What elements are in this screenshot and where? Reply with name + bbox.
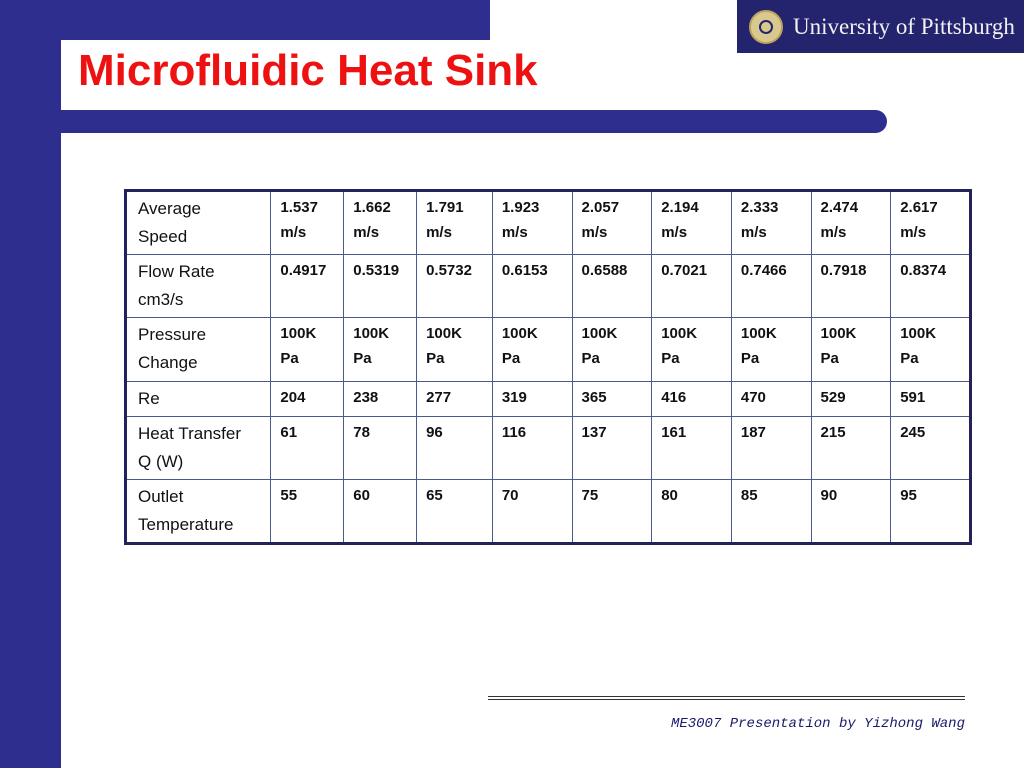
title-underline-bar	[61, 110, 887, 133]
footer-caption: ME3007 Presentation by Yizhong Wang	[670, 716, 965, 732]
table-cell: 2.194 m/s	[652, 191, 732, 255]
row-header-label: Re	[138, 389, 160, 408]
table-cell: 100K Pa	[344, 318, 417, 382]
results-table	[124, 189, 972, 545]
table-cell: 80	[652, 480, 732, 544]
table-cell: 96	[417, 417, 493, 480]
table-cell: 204	[271, 382, 344, 417]
table-cell: 61	[271, 417, 344, 480]
table-cell: 187	[731, 417, 811, 480]
table-row	[126, 318, 971, 382]
table-cell: 161	[652, 417, 732, 480]
table-cell: 100K Pa	[731, 318, 811, 382]
table-cell: 100K Pa	[417, 318, 493, 382]
table-cell: 470	[731, 382, 811, 417]
table-cell: 2.333 m/s	[731, 191, 811, 255]
table-cell: 116	[492, 417, 572, 480]
table-cell: 55	[271, 480, 344, 544]
table-cell: 238	[344, 382, 417, 417]
table-cell: 0.4917	[271, 255, 344, 318]
table-cell: 137	[572, 417, 652, 480]
row-header-label: Heat Transfer Q (W)	[138, 424, 241, 471]
table-cell: 529	[811, 382, 891, 417]
table-row	[126, 480, 971, 544]
table-cell: 0.7466	[731, 255, 811, 318]
table-cell: 2.617 m/s	[891, 191, 971, 255]
row-header-cell	[126, 417, 271, 480]
university-seal-icon	[749, 10, 783, 44]
table-row	[126, 382, 971, 417]
table-cell: 245	[891, 417, 971, 480]
row-header-cell	[126, 480, 271, 544]
table-cell: 591	[891, 382, 971, 417]
table-cell: 277	[417, 382, 493, 417]
table-cell: 2.057 m/s	[572, 191, 652, 255]
table-cell: 1.662 m/s	[344, 191, 417, 255]
university-logo	[737, 0, 1024, 53]
table-cell: 100K Pa	[572, 318, 652, 382]
table-cell: 0.6153	[492, 255, 572, 318]
table-cell: 100K Pa	[492, 318, 572, 382]
table-row	[126, 255, 971, 318]
row-header-label: Flow Rate cm3/s	[138, 262, 215, 309]
table-cell: 1.923 m/s	[492, 191, 572, 255]
table-cell: 319	[492, 382, 572, 417]
table-cell: 0.5732	[417, 255, 493, 318]
table-cell: 90	[811, 480, 891, 544]
table-cell: 78	[344, 417, 417, 480]
footer-rule-top	[488, 696, 965, 697]
table-cell: 0.8374	[891, 255, 971, 318]
logo-text: University of Pittsburgh	[793, 13, 1015, 39]
table-cell: 100K Pa	[811, 318, 891, 382]
table-cell: 100K Pa	[271, 318, 344, 382]
row-header-label: Pressure Change	[138, 325, 207, 372]
row-header-cell	[126, 255, 271, 318]
table-cell: 215	[811, 417, 891, 480]
table-cell: 0.7021	[652, 255, 732, 318]
table-cell: 2.474 m/s	[811, 191, 891, 255]
table-cell: 60	[344, 480, 417, 544]
table-cell: 85	[731, 480, 811, 544]
table-cell: 95	[891, 480, 971, 544]
row-header-label: Outlet Temperature	[138, 487, 234, 534]
table-cell: 0.5319	[344, 255, 417, 318]
table-cell: 100K Pa	[652, 318, 732, 382]
table-cell: 0.7918	[811, 255, 891, 318]
table-cell: 0.6588	[572, 255, 652, 318]
table-cell: 70	[492, 480, 572, 544]
table-cell: 416	[652, 382, 732, 417]
row-header-cell	[126, 318, 271, 382]
slide-title: Microfluidic Heat Sink	[78, 46, 538, 95]
row-header-cell	[126, 191, 271, 255]
table-cell: 365	[572, 382, 652, 417]
table-row	[126, 417, 971, 480]
table-cell: 1.537 m/s	[271, 191, 344, 255]
table-cell: 65	[417, 480, 493, 544]
table-cell: 75	[572, 480, 652, 544]
row-header-label: Average Speed	[138, 199, 202, 246]
left-sidebar-band	[0, 0, 61, 768]
table-cell: 100K Pa	[891, 318, 971, 382]
footer-rule-bottom	[488, 699, 965, 700]
table-row	[126, 191, 971, 255]
row-header-cell	[126, 382, 271, 417]
top-header-band	[61, 0, 490, 40]
table-cell: 1.791 m/s	[417, 191, 493, 255]
